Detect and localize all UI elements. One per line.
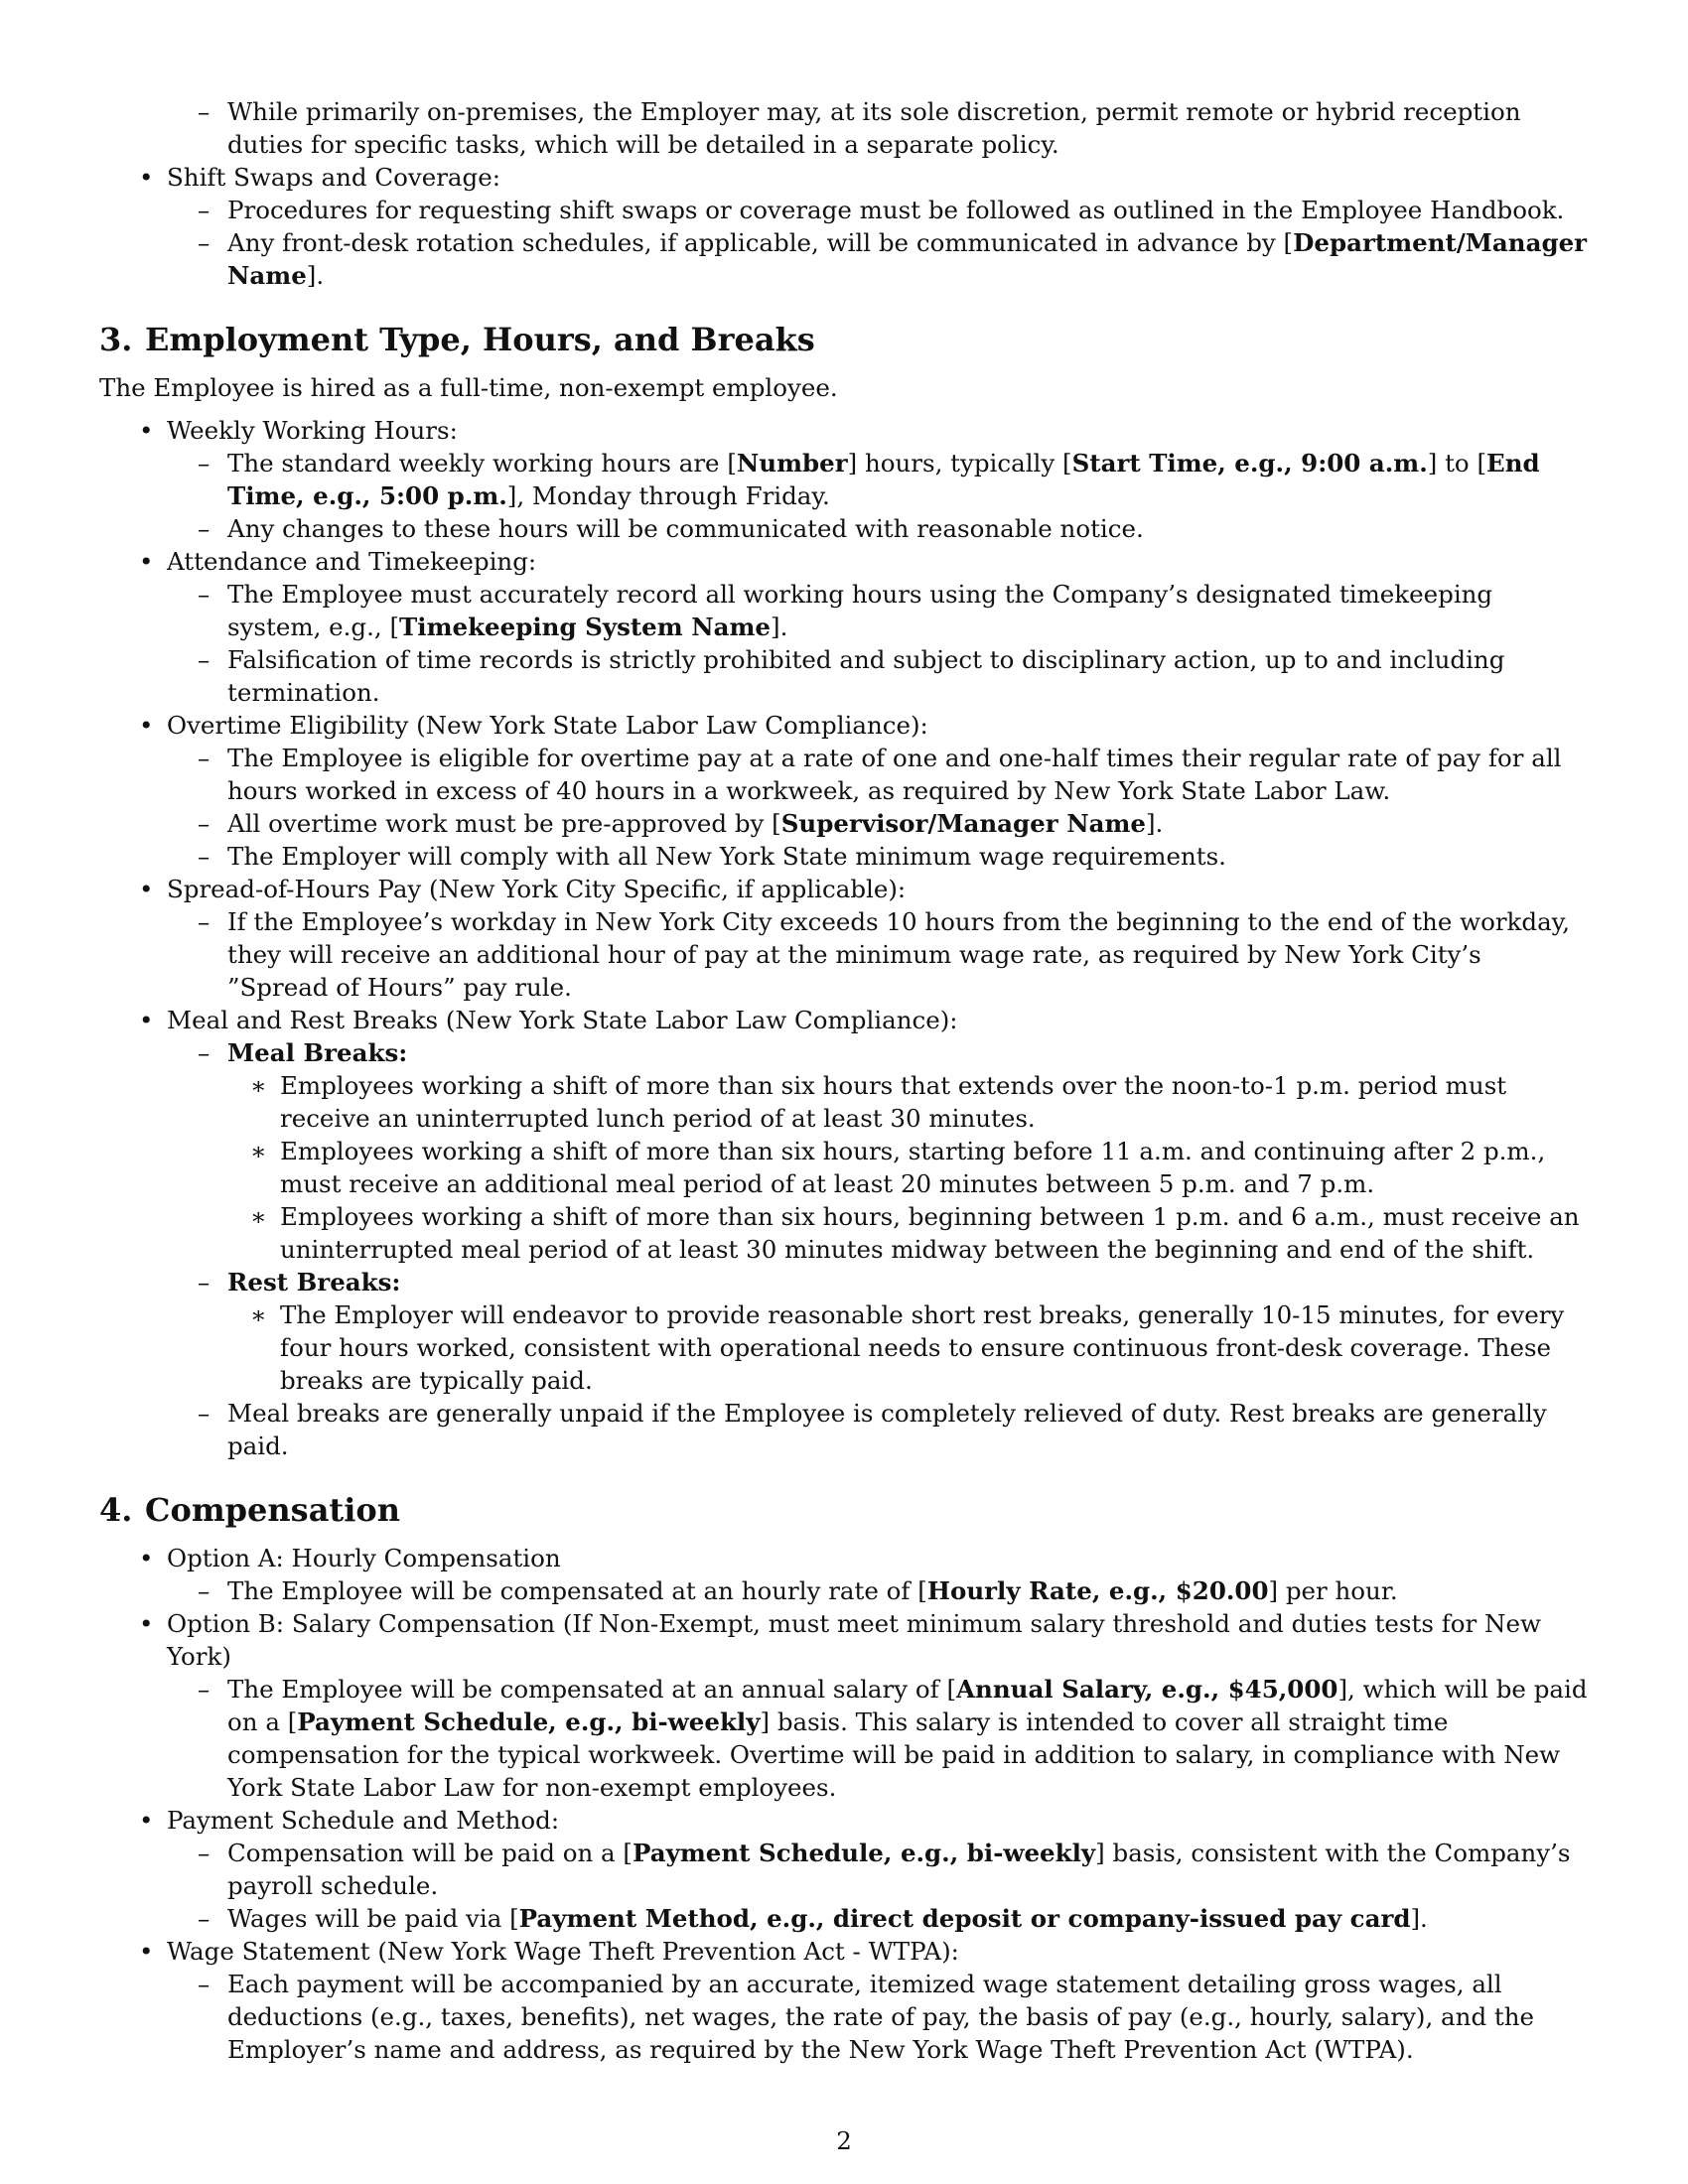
list-item: – Any changes to these hours will be communicated with reasonable notice.: [198, 514, 1144, 543]
paragraph: The Employee is hired as a full-time, non-exempt employee.: [99, 373, 838, 402]
list-item: – The Employee will be compensated at an annual salary of [Annual Salary, e.g., $45,000], which will be paid on a [Payment Schedule, e.g., bi-weekly] basis. This salary is intended to cover all straight time compensation for the typical workweek. Overtime will be paid in addition to salary, in compliance with New York State Labor Law for non-exempt employees.: [198, 1675, 1588, 1802]
list-item: – Any front-desk rotation schedules, if applicable, will be communicated in advance by [Department/Manager Name].: [198, 228, 1588, 290]
list-item: – Procedures for requesting shift swaps or coverage must be followed as outlined in the Employee Handbook.: [198, 196, 1565, 224]
list-item: – While primarily on-premises, the Employer may, at its sole discretion, permit remote or hybrid reception duties for specific tasks, which will be detailed in a separate policy.: [198, 97, 1521, 159]
list-item: ∗ The Employer will endeavor to provide reasonable short rest breaks, generally 10-15 minutes, for every four hours worked, consistent with operational needs to ensure continuous front-desk coverage. These breaks are typically paid.: [250, 1300, 1565, 1395]
list-item: – Falsification of time records is strictly prohibited and subject to disciplinary action, up to and including termination.: [198, 645, 1505, 707]
list-item: • Option A: Hourly Compensation: [139, 1544, 561, 1572]
list-item: • Weekly Working Hours:: [139, 416, 458, 445]
list-item: • Meal and Rest Breaks (New York State Labor Law Compliance):: [139, 1006, 958, 1034]
list-item: • Spread-of-Hours Pay (New York City Specific, if applicable):: [139, 875, 907, 903]
page-number: 2: [836, 2126, 852, 2155]
list-item: – The Employee must accurately record all working hours using the Company’s designated timekeeping system, e.g., [Timekeeping System Name].: [198, 580, 1493, 641]
list-item: – Each payment will be accompanied by an accurate, itemized wage statement detailing gross wages, all deductions (e.g., taxes, benefits), net wages, the rate of pay, the basis of pay (e.g., hourly, salary), and the Employer’s name and address, as required by the New York Wage Theft Prevention Act (WTPA).: [198, 1970, 1535, 2064]
list-item: • Wage Statement (New York Wage Theft Prevention Act - WTPA):: [139, 1937, 959, 1966]
list-item: – The Employee will be compensated at an hourly rate of [Hourly Rate, e.g., $20.00] per hour.: [198, 1576, 1398, 1605]
list-item: – Meal breaks are generally unpaid if the Employee is completely relieved of duty. Rest breaks are generally paid.: [198, 1399, 1547, 1460]
list-item: ∗ Employees working a shift of more than six hours, starting before 11 a.m. and continuing after 2 p.m., must receive an additional meal period of at least 20 minutes between 5 p.m. and 7 p.m.: [250, 1137, 1546, 1198]
list-item: – Wages will be paid via [Payment Method, e.g., direct deposit or company-issued pay card].: [198, 1904, 1428, 1933]
list-item: ∗ Employees working a shift of more than six hours that extends over the noon-to-1 p.m. period must receive an uninterrupted lunch period of at least 30 minutes.: [250, 1071, 1507, 1133]
list-item: – If the Employee’s workday in New York City exceeds 10 hours from the beginning to the end of the workday, they will receive an additional hour of pay at the minimum wage rate, as required by New York City’s ”Spread of Hours” pay rule.: [198, 907, 1571, 1002]
list-item: • Option B: Salary Compensation (If Non-Exempt, must meet minimum salary threshold and duties tests for New York): [139, 1609, 1541, 1671]
list-item: – Meal Breaks:: [198, 1038, 408, 1067]
document-page: [99, 95, 1589, 2066]
list-item: ∗ Employees working a shift of more than six hours, beginning between 1 p.m. and 6 a.m., must receive an uninterrupted meal period of at least 30 minutes midway between the beginning and end of the shift.: [250, 1202, 1580, 1264]
list-item: – The Employee is eligible for overtime pay at a rate of one and one-half times their regular rate of pay for all hours worked in excess of 40 hours in a workweek, as required by New York State Labor Law.: [198, 744, 1562, 805]
list-item: • Shift Swaps and Coverage:: [139, 163, 500, 192]
list-item: • Payment Schedule and Method:: [139, 1806, 560, 1835]
list-item: – The standard weekly working hours are [Number] hours, typically [Start Time, e.g., 9:00 a.m.] to [End Time, e.g., 5:00 p.m.], Monday through Friday.: [198, 449, 1540, 510]
list-item: – Rest Breaks:: [198, 1268, 401, 1297]
list-item: – Compensation will be paid on a [Payment Schedule, e.g., bi-weekly] basis, consistent with the Company’s payroll schedule.: [198, 1839, 1571, 1900]
section-heading: 3. Employment Type, Hours, and Breaks: [99, 321, 815, 358]
list-item: – All overtime work must be pre-approved by [Supervisor/Manager Name].: [198, 809, 1164, 838]
list-item: – The Employer will comply with all New York State minimum wage requirements.: [198, 842, 1226, 871]
list-item: • Overtime Eligibility (New York State Labor Law Compliance):: [139, 711, 928, 740]
list-item: • Attendance and Timekeeping:: [139, 547, 537, 576]
section-heading: 4. Compensation: [99, 1491, 400, 1529]
